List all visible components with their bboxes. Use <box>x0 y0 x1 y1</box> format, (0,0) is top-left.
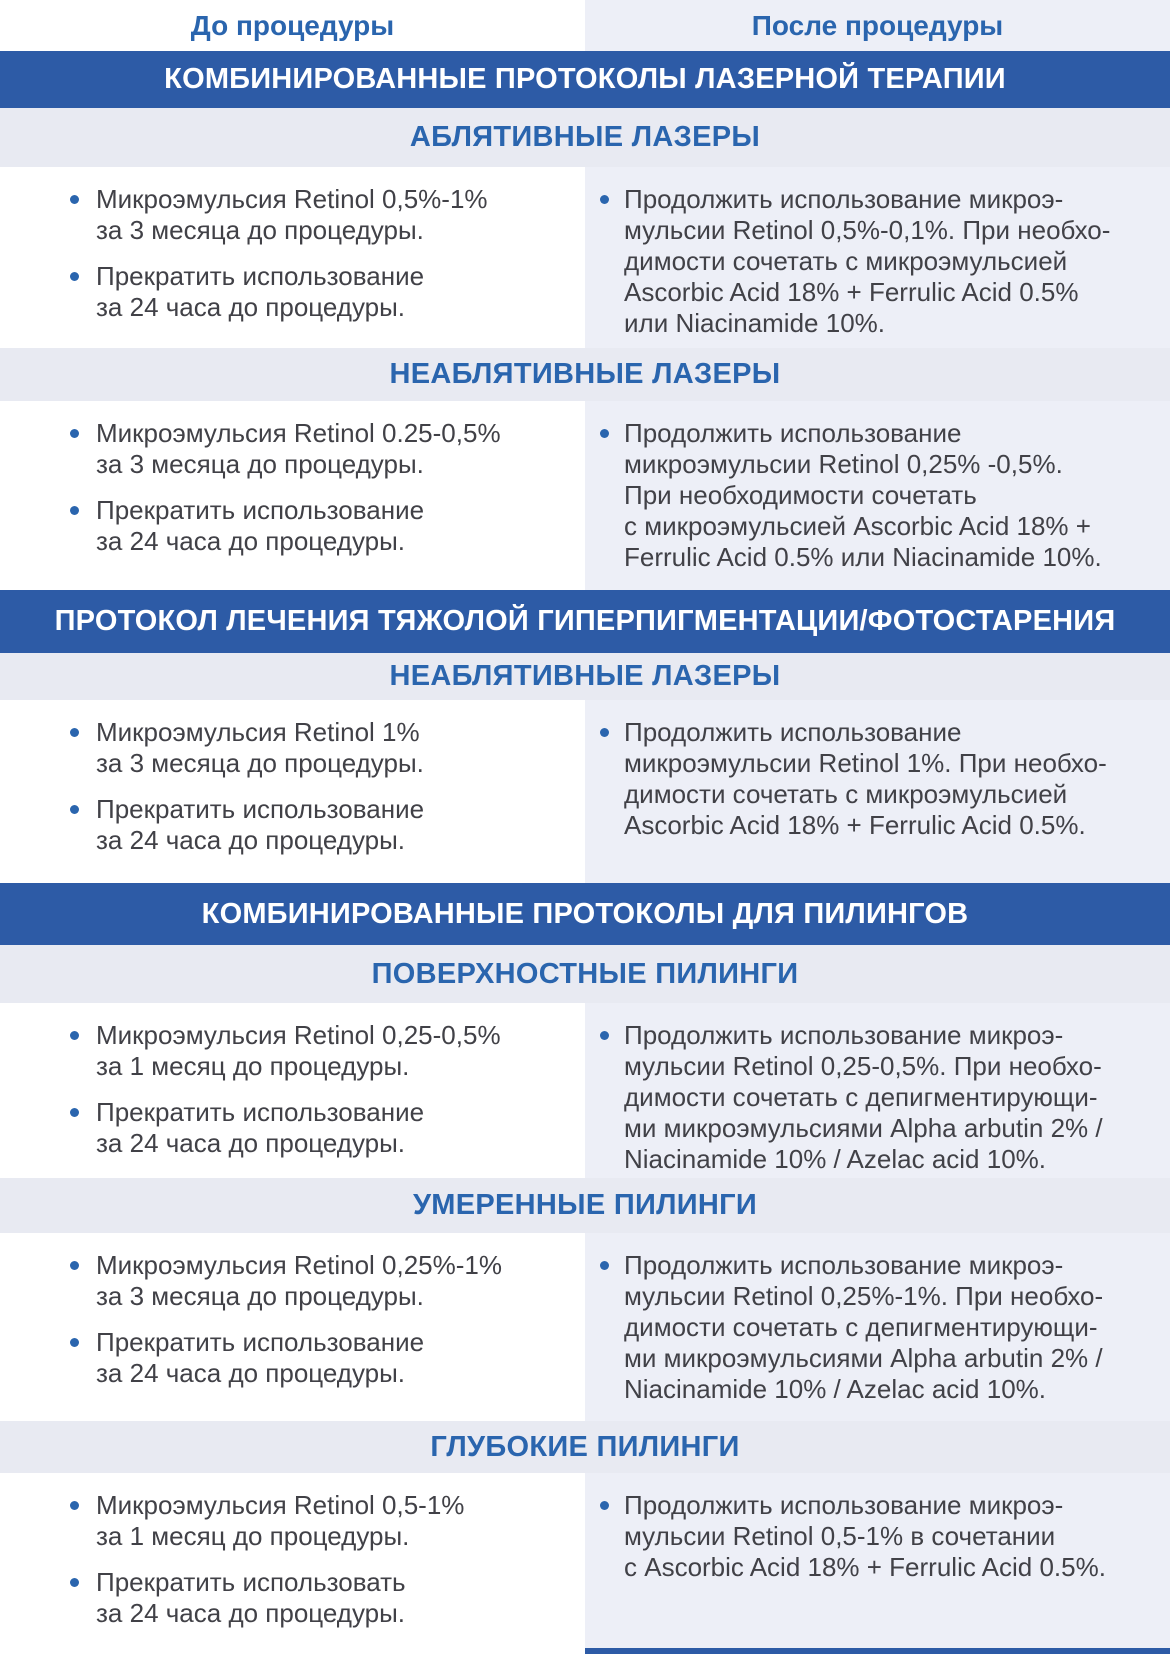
text-line: Ferrulic Acid 0.5% или Niacinamide 10%. <box>624 542 1102 572</box>
list-item <box>70 1567 555 1629</box>
before-cell <box>0 1233 585 1421</box>
text-line: димости сочетать с депигментирующи- <box>624 1312 1098 1342</box>
text-line: При необходимости сочетать <box>624 480 977 510</box>
list-item-text <box>96 1020 501 1082</box>
text-line: Прекратить использование <box>96 794 425 824</box>
text-line: микроэмульсии Retinol 0,25% -0,5%. <box>624 449 1063 479</box>
bullet-icon <box>70 429 79 438</box>
list-item-text <box>624 717 1107 841</box>
subsection-heading-deep-peels: ГЛУБОКИЕ ПИЛИНГИ <box>0 1421 1170 1473</box>
text-line: за 24 часа до процедуры. <box>96 1598 406 1628</box>
bullet-icon <box>600 1501 609 1510</box>
column-header-after: После процедуры <box>751 9 1004 41</box>
text-line: Прекратить использование <box>96 1097 425 1127</box>
text-line: Прекратить использовать <box>96 1567 406 1597</box>
list-item <box>70 1250 555 1312</box>
list-item-text <box>96 184 488 246</box>
section-banner-hyperpigmentation: ПРОТОКОЛ ЛЕЧЕНИЯ ТЯЖОЛОЙ ГИПЕРПИГМЕНТАЦИИ/ФОТОСТАРЕНИЯ <box>0 590 1170 653</box>
list-item <box>600 1020 1160 1175</box>
bullet-icon <box>70 728 79 737</box>
text-line: мульсии Retinol 0,5-1% в сочетании <box>624 1521 1056 1551</box>
content-row <box>0 1473 1170 1654</box>
bullet-icon <box>70 1261 79 1270</box>
list-item-text <box>96 495 424 557</box>
list-item <box>70 261 555 323</box>
content-row <box>0 401 1170 590</box>
text-line: Прекратить использование <box>96 1327 425 1357</box>
text-line: с Ascorbic Acid 18% + Ferrulic Acid 0.5%. <box>624 1552 1106 1582</box>
subsection-heading-surface-peels: ПОВЕРХНОСТНЫЕ ПИЛИНГИ <box>0 945 1170 1003</box>
list-item <box>600 418 1160 573</box>
text-line: Микроэмульсия Retinol 1% <box>96 717 420 747</box>
list-item-text <box>96 717 424 779</box>
section-banner-laser-therapy: КОМБИНИРОВАННЫЕ ПРОТОКОЛЫ ЛАЗЕРНОЙ ТЕРАПИИ <box>0 51 1170 108</box>
content-row <box>0 1003 1170 1178</box>
bullet-icon <box>600 195 609 204</box>
list-item-text <box>96 1567 406 1629</box>
text-line: Микроэмульсия Retinol 0,5-1% <box>96 1490 465 1520</box>
text-line: Продолжить использование микроэ- <box>624 1020 1064 1050</box>
bullet-icon <box>70 195 79 204</box>
subsection-heading-ablative-lasers: АБЛЯТИВНЫЕ ЛАЗЕРЫ <box>0 108 1170 167</box>
before-cell <box>0 1003 585 1178</box>
list-item-text <box>96 1327 424 1389</box>
text-line: Продолжить использование микроэ- <box>624 184 1064 214</box>
text-line: за 3 месяца до процедуры. <box>96 215 424 245</box>
list-item-text <box>96 261 424 323</box>
text-line: за 24 часа до процедуры. <box>96 526 406 556</box>
text-line: с микроэмульсией Ascorbic Acid 18% + <box>624 511 1091 541</box>
list-item-text <box>96 1490 464 1552</box>
list-item <box>70 495 555 557</box>
bullet-icon <box>600 429 609 438</box>
list-item-text <box>96 794 424 856</box>
text-line: ми микроэмульсиями Alpha arbutin 2% / <box>624 1113 1103 1143</box>
after-cell <box>585 1233 1170 1421</box>
content-row <box>0 700 1170 883</box>
text-line: Продолжить использование <box>624 418 962 448</box>
list-item <box>600 1490 1160 1583</box>
text-line: Микроэмульсия Retinol 0,5%-1% <box>96 184 488 214</box>
text-line: за 1 месяц до процедуры. <box>96 1521 410 1551</box>
text-line: Ascorbic Acid 18% + Ferrulic Acid 0.5% <box>624 277 1079 307</box>
text-line: Прекратить использование <box>96 495 425 525</box>
text-line: или Niacinamide 10%. <box>624 308 885 338</box>
list-item <box>600 1250 1160 1405</box>
next-banner-partial <box>585 1648 1170 1654</box>
before-cell <box>0 167 585 348</box>
text-line: Продолжить использование микроэ- <box>624 1490 1064 1520</box>
before-cell <box>0 401 585 590</box>
bullet-icon <box>70 506 79 515</box>
list-item <box>70 1097 555 1159</box>
list-item-text <box>624 1490 1106 1583</box>
after-cell <box>585 401 1170 590</box>
subsection-heading-moderate-peels: УМЕРЕННЫЕ ПИЛИНГИ <box>0 1178 1170 1233</box>
section-banner-peels: КОМБИНИРОВАННЫЕ ПРОТОКОЛЫ ДЛЯ ПИЛИНГОВ <box>0 883 1170 945</box>
text-line: за 24 часа до процедуры. <box>96 1358 406 1388</box>
bullet-icon <box>70 805 79 814</box>
list-item-text <box>624 184 1110 339</box>
after-cell <box>585 167 1170 348</box>
text-line: Ascorbic Acid 18% + Ferrulic Acid 0.5%. <box>624 810 1086 840</box>
list-item-text <box>624 1020 1103 1175</box>
text-line: микроэмульсии Retinol 1%. При необхо- <box>624 748 1107 778</box>
text-line: Niacinamide 10% / Azelac acid 10%. <box>624 1144 1047 1174</box>
text-line: димости сочетать с микроэмульсией <box>624 779 1068 809</box>
content-row <box>0 1233 1170 1421</box>
column-header-before: До процедуры <box>190 9 395 41</box>
text-line: димости сочетать с микроэмульсией <box>624 246 1068 276</box>
bullet-icon <box>600 1031 609 1040</box>
text-line: за 3 месяца до процедуры. <box>96 449 424 479</box>
text-line: за 24 часа до процедуры. <box>96 825 406 855</box>
bullet-icon <box>70 1501 79 1510</box>
text-line: Продолжить использование микроэ- <box>624 1250 1064 1280</box>
bullet-icon <box>70 1108 79 1117</box>
column-headers-row <box>0 0 1170 51</box>
text-line: за 3 месяца до процедуры. <box>96 1281 424 1311</box>
after-cell <box>585 1003 1170 1178</box>
text-line: за 24 часа до процедуры. <box>96 292 406 322</box>
list-item <box>70 1020 555 1082</box>
text-line: димости сочетать с депигментирующи- <box>624 1082 1098 1112</box>
list-item <box>70 1490 555 1552</box>
list-item <box>600 717 1160 841</box>
list-item-text <box>96 1097 424 1159</box>
list-item <box>70 1327 555 1389</box>
list-item <box>70 418 555 480</box>
list-item <box>70 184 555 246</box>
bullet-icon <box>70 1578 79 1587</box>
before-cell <box>0 700 585 883</box>
bullet-icon <box>70 1031 79 1040</box>
list-item <box>70 717 555 779</box>
text-line: за 3 месяца до процедуры. <box>96 748 424 778</box>
text-line: Niacinamide 10% / Azelac acid 10%. <box>624 1374 1047 1404</box>
text-line: мульсии Retinol 0,25%-1%. При необхо- <box>624 1281 1104 1311</box>
text-line: Микроэмульсия Retinol 0,25-0,5% <box>96 1020 501 1050</box>
bullet-icon <box>70 272 79 281</box>
list-item-text <box>96 1250 502 1312</box>
before-cell <box>0 1473 585 1654</box>
subsection-heading-non-ablative-lasers: НЕАБЛЯТИВНЫЕ ЛАЗЕРЫ <box>0 348 1170 401</box>
after-cell <box>585 700 1170 883</box>
list-item-text <box>624 1250 1103 1405</box>
bullet-icon <box>70 1338 79 1347</box>
bullet-icon <box>600 1261 609 1270</box>
text-line: Продолжить использование <box>624 717 962 747</box>
list-item-text <box>96 418 501 480</box>
subsection-heading-non-ablative-lasers-2: НЕАБЛЯТИВНЫЕ ЛАЗЕРЫ <box>0 653 1170 700</box>
text-line: Микроэмульсия Retinol 0.25-0,5% <box>96 418 501 448</box>
after-cell <box>585 1473 1170 1654</box>
text-line: за 1 месяц до процедуры. <box>96 1051 410 1081</box>
list-item-text <box>624 418 1102 573</box>
text-line: за 24 часа до процедуры. <box>96 1128 406 1158</box>
text-line: Микроэмульсия Retinol 0,25%-1% <box>96 1250 502 1280</box>
list-item <box>70 794 555 856</box>
text-line: мульсии Retinol 0,5%-0,1%. При необхо- <box>624 215 1111 245</box>
text-line: ми микроэмульсиями Alpha arbutin 2% / <box>624 1343 1103 1373</box>
bullet-icon <box>600 728 609 737</box>
text-line: мульсии Retinol 0,25-0,5%. При необхо- <box>624 1051 1102 1081</box>
text-line: Прекратить использование <box>96 261 425 291</box>
content-row <box>0 167 1170 348</box>
list-item <box>600 184 1160 339</box>
